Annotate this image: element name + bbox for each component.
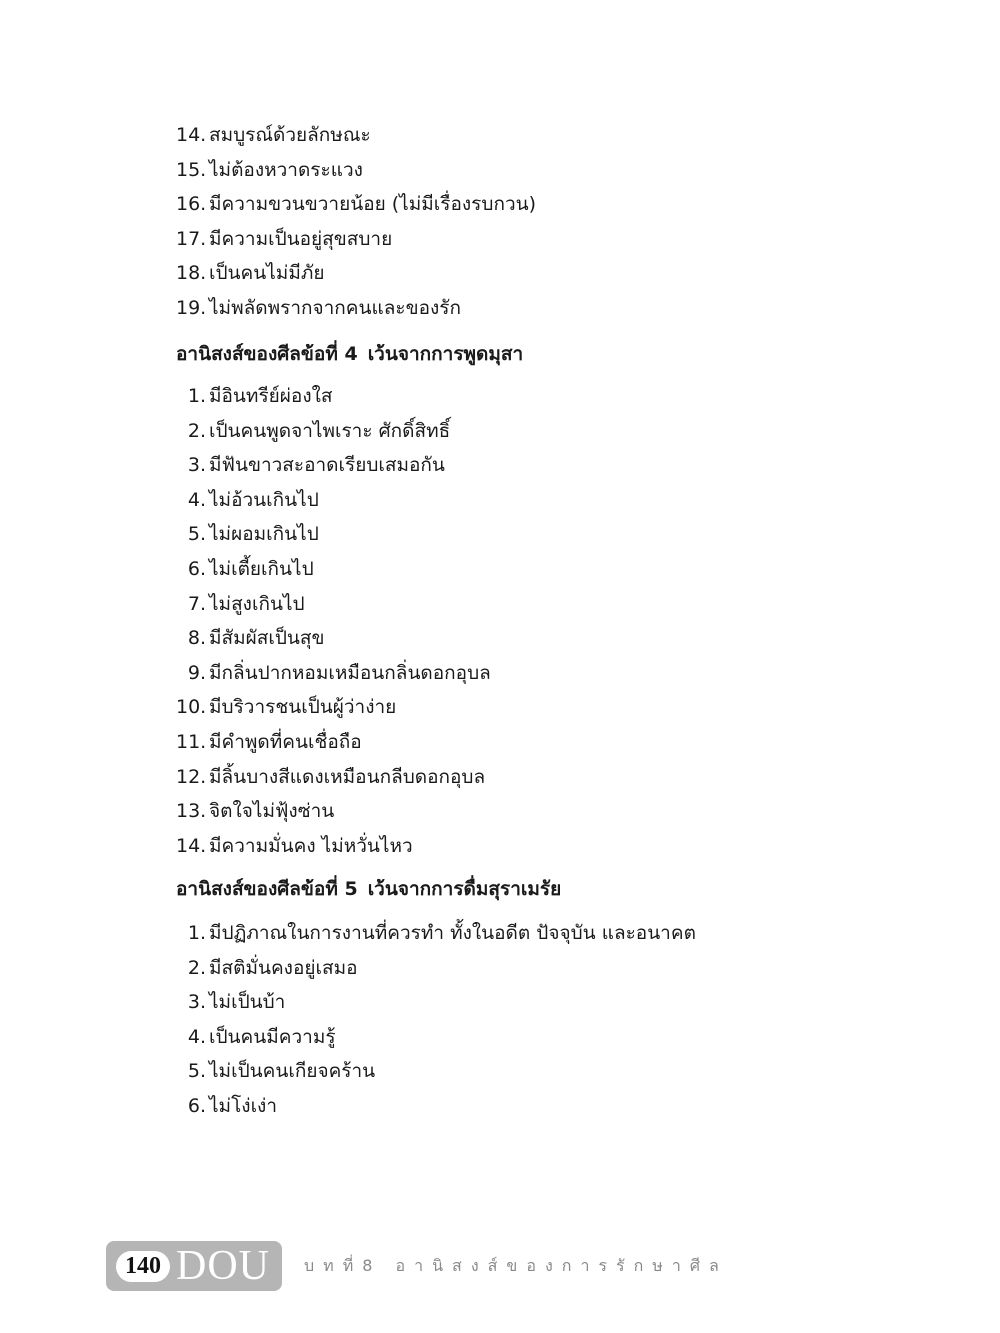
list-section3-continued [176,118,536,326]
page-badge [106,1241,282,1291]
section4-subtitle: เว้นจากการพูดมุสา [367,343,524,365]
list-item-number: 4. [187,488,206,511]
list-item-number: 10. [176,696,207,719]
section5-heading [176,874,561,904]
chapter-title: บทที่8 อานิสงส์ของการรักษาศีล [304,1255,728,1275]
list-item-text: มีฟันขาวสะอาดเรียบเสมอกัน [209,454,445,477]
list-item-text: ไม่สูงเกินไป [209,592,305,615]
list-item-number: 2. [187,419,206,442]
list-item [176,725,491,760]
list-item [176,222,536,257]
list-item [176,448,491,483]
list-item [176,552,491,587]
list-item-number: 12. [176,765,207,788]
list-item [176,916,696,951]
list-item-number: 6. [187,1094,206,1117]
list-item [176,379,491,414]
list-section5 [176,916,696,1124]
list-item-number: 14. [176,124,207,146]
list-item-text: มีสัมผัสเป็นสุข [209,627,325,650]
list-item-number: 1. [187,922,206,944]
list-item-number: 8. [187,627,206,650]
list-item-text: จิตใจไม่ฟุ้งซ่าน [209,800,335,823]
dou-logo: DOU [176,1243,270,1289]
list-item-number: 1. [187,385,206,407]
list-item-text: มีปฏิภาณในการงานที่ควรทำ ทั้งในอดีต ปัจจุบัน และอนาคต [209,922,696,944]
list-item-number: 15. [176,158,207,181]
section4-title: อานิสงส์ของศีลข้อที่ 4 [176,343,358,365]
list-item [176,153,536,188]
list-item-text: มีความมั่นคง ไม่หวั่นไหว [209,834,413,857]
section5-title: อานิสงส์ของศีลข้อที่ 5 [176,878,358,900]
list-item-number: 4. [187,1025,206,1048]
list-item-number: 17. [176,227,207,250]
list-item [176,118,536,153]
list-item [176,1054,696,1089]
list-item-text: ไม่เตี้ยเกินไป [209,557,314,580]
section5-subtitle: เว้นจากการดื่มสุราเมรัย [367,878,562,900]
list-item-number: 5. [187,523,206,546]
list-item [176,621,491,656]
list-item [176,256,536,291]
list-item-text: มีคำพูดที่คนเชื่อถือ [209,730,362,753]
list-item [176,187,536,222]
list-item-number: 13. [176,800,207,823]
list-item [176,951,696,986]
list-item-text: มีสติมั่นคงอยู่เสมอ [209,956,358,979]
list-item [176,517,491,552]
list-item-text: ไม่อ้วนเกินไป [209,488,319,511]
list-item [176,829,491,864]
list-item-text: ไม่เป็นคนเกียจคร้าน [209,1060,376,1083]
list-item [176,1020,696,1055]
list-item-text: เป็นคนพูดจาไพเราะ ศักดิ์สิทธิ์ [209,419,451,442]
list-item-text: มีกลิ่นปากหอมเหมือนกลิ่นดอกอุบล [209,661,491,684]
list-section4 [176,379,491,863]
list-item-text: มีความขวนขวายน้อย (ไม่มีเรื่องรบกวน) [209,193,537,216]
list-item-number: 18. [176,262,207,285]
list-item-text: มีลิ้นบางสีแดงเหมือนกลีบดอกอุบล [209,765,486,788]
list-item [176,760,491,795]
list-item [176,656,491,691]
list-item-text: เป็นคนมีความรู้ [209,1025,336,1048]
list-item [176,690,491,725]
list-item-number: 3. [187,991,206,1014]
list-item-text: ไม่เป็นบ้า [209,991,286,1014]
list-item-text: มีความเป็นอยู่สุขสบาย [209,227,393,250]
list-item-text: มีอินทรีย์ผ่องใส [209,385,333,407]
list-item [176,794,491,829]
list-item-number: 3. [187,454,206,477]
list-item-text: ไม่โง่เง่า [209,1094,278,1117]
list-item-number: 5. [187,1060,206,1083]
list-item-number: 2. [187,956,206,979]
list-item [176,414,491,449]
list-item-number: 6. [187,557,206,580]
list-item [176,985,696,1020]
list-item-text: ไม่พลัดพรากจากคนและของรัก [209,296,461,319]
list-item [176,483,491,518]
list-item-text: ไม่ต้องหวาดระแวง [209,158,363,181]
list-item-text: มีบริวารชนเป็นผู้ว่าง่าย [209,696,397,719]
list-item-number: 14. [176,834,207,857]
list-item-number: 19. [176,296,207,319]
list-item-number: 7. [187,592,206,615]
page-number: 140 [116,1251,170,1282]
list-item-number: 11. [176,730,207,753]
section4-heading [176,339,523,369]
list-item-text: สมบูรณ์ด้วยลักษณะ [209,124,371,146]
list-item [176,291,536,326]
list-item-number: 9. [187,661,206,684]
list-item-text: เป็นคนไม่มีภัย [209,262,325,285]
list-item [176,1089,696,1124]
list-item-text: ไม่ผอมเกินไป [209,523,319,546]
list-item-number: 16. [176,193,207,216]
list-item [176,587,491,622]
page-footer [106,1241,728,1291]
